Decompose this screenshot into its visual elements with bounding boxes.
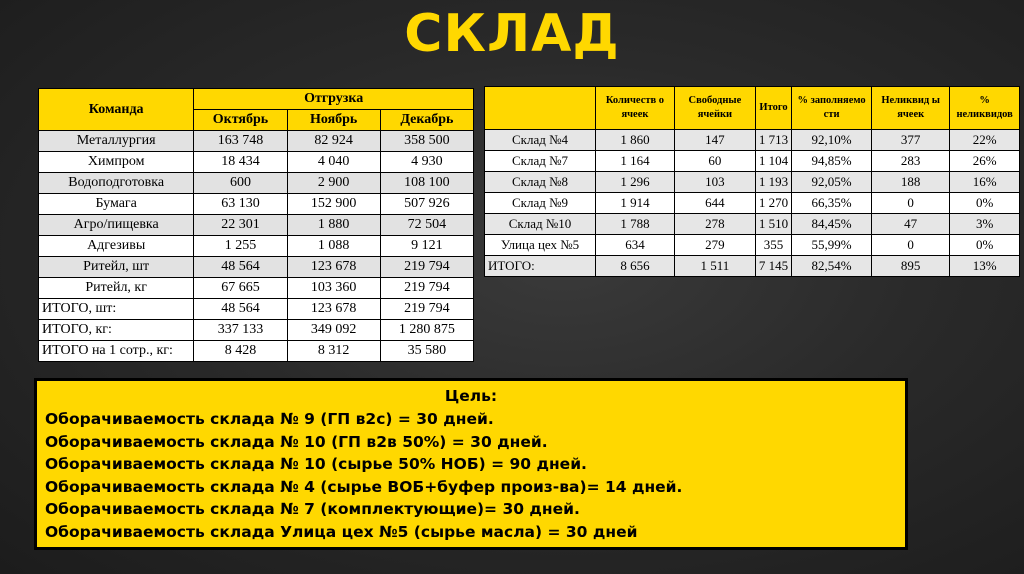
cell: 72 504 (380, 215, 473, 236)
header-cell: % неликвидов (950, 87, 1020, 130)
cell: 152 900 (287, 194, 380, 215)
table-row (39, 215, 474, 236)
goal-line: Оборачиваемость склада № 7 (комплектующие)= 30 дней. (45, 500, 580, 518)
table-row (485, 214, 1020, 235)
cell: 60 (674, 151, 755, 172)
cell: 9 121 (380, 236, 473, 257)
cell: 108 100 (380, 173, 473, 194)
table-row (39, 194, 474, 215)
cell: 278 (674, 214, 755, 235)
cell: 4 040 (287, 152, 380, 173)
cell: 1 255 (194, 236, 287, 257)
cell: 123 678 (287, 257, 380, 278)
cell: 279 (674, 235, 755, 256)
cell: 349 092 (287, 320, 380, 341)
cell: 1 788 (596, 214, 675, 235)
cell: 18 434 (194, 152, 287, 173)
table-row (39, 278, 474, 299)
table-row (39, 152, 474, 173)
cell: 377 (872, 130, 950, 151)
cell: 644 (674, 193, 755, 214)
cell: 103 (674, 172, 755, 193)
row-name: Адгезивы (39, 236, 194, 257)
cell: 0% (950, 235, 1020, 256)
cell: 1 088 (287, 236, 380, 257)
table-row (39, 320, 474, 341)
cell: 92,05% (792, 172, 872, 193)
goal-line: Оборачиваемость склада № 9 (ГП в2с) = 30 дней. (45, 410, 494, 428)
goal-line: Оборачиваемость склада № 4 (сырье ВОБ+буфер произ-ва)= 14 дней. (45, 477, 683, 496)
cell: 7 145 (755, 256, 791, 277)
cell: 219 794 (380, 257, 473, 278)
cell: 1 280 875 (380, 320, 473, 341)
cell: 895 (872, 256, 950, 277)
cell: 1 193 (755, 172, 791, 193)
cell: 92,10% (792, 130, 872, 151)
cell: 63 130 (194, 194, 287, 215)
cell: 67 665 (194, 278, 287, 299)
table-row (485, 235, 1020, 256)
row-name: ИТОГО, шт: (39, 299, 194, 320)
table-row (485, 130, 1020, 151)
cell: 1 914 (596, 193, 675, 214)
cell: 219 794 (380, 278, 473, 299)
header-shipment: Отгрузка (194, 89, 474, 110)
cell: 8 312 (287, 341, 380, 362)
cell: 1 270 (755, 193, 791, 214)
cell: 48 564 (194, 257, 287, 278)
cell: 16% (950, 172, 1020, 193)
cell: 1 164 (596, 151, 675, 172)
header-cell: Неликвид ы ячеек (872, 87, 950, 130)
cell: 1 104 (755, 151, 791, 172)
header-cell: Итого (755, 87, 791, 130)
table-row (485, 172, 1020, 193)
goal-box (34, 378, 908, 550)
cell: 48 564 (194, 299, 287, 320)
cell: 1 880 (287, 215, 380, 236)
row-name: Металлургия (39, 131, 194, 152)
row-name: Бумага (39, 194, 194, 215)
cell: 13% (950, 256, 1020, 277)
header-cell: Количеств о ячеек (596, 87, 675, 130)
cell: 507 926 (380, 194, 473, 215)
cell: 84,45% (792, 214, 872, 235)
row-name: Склад №10 (485, 214, 596, 235)
cell: 22% (950, 130, 1020, 151)
header-team: Команда (39, 89, 194, 131)
table-row (39, 341, 474, 362)
cell: 3% (950, 214, 1020, 235)
shipment-table (38, 88, 474, 362)
cell: 337 133 (194, 320, 287, 341)
cell: 358 500 (380, 131, 473, 152)
table-row (485, 256, 1020, 277)
goal-line: Оборачиваемость склада № 10 (сырье 50% НОБ) = 90 дней. (45, 455, 587, 473)
goal-line: Оборачиваемость склада Улица цех №5 (сырье масла) = 30 дней (45, 522, 638, 541)
cell: 188 (872, 172, 950, 193)
cell: 22 301 (194, 215, 287, 236)
cell: 147 (674, 130, 755, 151)
cell: 26% (950, 151, 1020, 172)
table-row (39, 131, 474, 152)
header-cell (485, 87, 596, 130)
header-month: Декабрь (380, 110, 473, 131)
cell: 1 511 (674, 256, 755, 277)
row-name: Склад №7 (485, 151, 596, 172)
row-name: Склад №9 (485, 193, 596, 214)
cell: 283 (872, 151, 950, 172)
table-row (39, 299, 474, 320)
goal-title: Цель: (444, 387, 498, 405)
header-cell: Свободные ячейки (674, 87, 755, 130)
cell: 600 (194, 173, 287, 194)
row-name: Склад №4 (485, 130, 596, 151)
cell: 219 794 (380, 299, 473, 320)
cell: 35 580 (380, 341, 473, 362)
cell: 163 748 (194, 131, 287, 152)
cell: 82,54% (792, 256, 872, 277)
row-name: Агро/пищевка (39, 215, 194, 236)
goal-line: Оборачиваемость склада № 10 (ГП в2в 50%) = 30 дней. (45, 432, 548, 451)
cell: 634 (596, 235, 675, 256)
cell: 1 510 (755, 214, 791, 235)
table-row (485, 151, 1020, 172)
row-name: ИТОГО на 1 сотр., кг: (39, 341, 194, 362)
cell: 8 428 (194, 341, 287, 362)
warehouse-table (484, 86, 1020, 277)
slide-title: СКЛАД (404, 4, 620, 64)
cell: 8 656 (596, 256, 675, 277)
cell: 94,85% (792, 151, 872, 172)
row-name: ИТОГО, кг: (39, 320, 194, 341)
table-row (39, 257, 474, 278)
cell: 4 930 (380, 152, 473, 173)
cell: 0 (872, 235, 950, 256)
row-name: Водоподготовка (39, 173, 194, 194)
cell: 82 924 (287, 131, 380, 152)
cell: 55,99% (792, 235, 872, 256)
header-month: Ноябрь (287, 110, 380, 131)
header-cell: % заполняемо сти (792, 87, 872, 130)
cell: 1 713 (755, 130, 791, 151)
cell: 0% (950, 193, 1020, 214)
cell: 2 900 (287, 173, 380, 194)
row-name: ИТОГО: (485, 256, 596, 277)
cell: 47 (872, 214, 950, 235)
table-row (485, 193, 1020, 214)
table-row (39, 236, 474, 257)
row-name: Склад №8 (485, 172, 596, 193)
row-name: Улица цех №5 (485, 235, 596, 256)
cell: 103 360 (287, 278, 380, 299)
row-name: Ритейл, шт (39, 257, 194, 278)
header-month: Октябрь (194, 110, 287, 131)
table-row (39, 173, 474, 194)
cell: 66,35% (792, 193, 872, 214)
row-name: Химпром (39, 152, 194, 173)
cell: 0 (872, 193, 950, 214)
cell: 1 296 (596, 172, 675, 193)
cell: 1 860 (596, 130, 675, 151)
cell: 123 678 (287, 299, 380, 320)
table-header-row (485, 87, 1020, 130)
cell: 355 (755, 235, 791, 256)
row-name: Ритейл, кг (39, 278, 194, 299)
